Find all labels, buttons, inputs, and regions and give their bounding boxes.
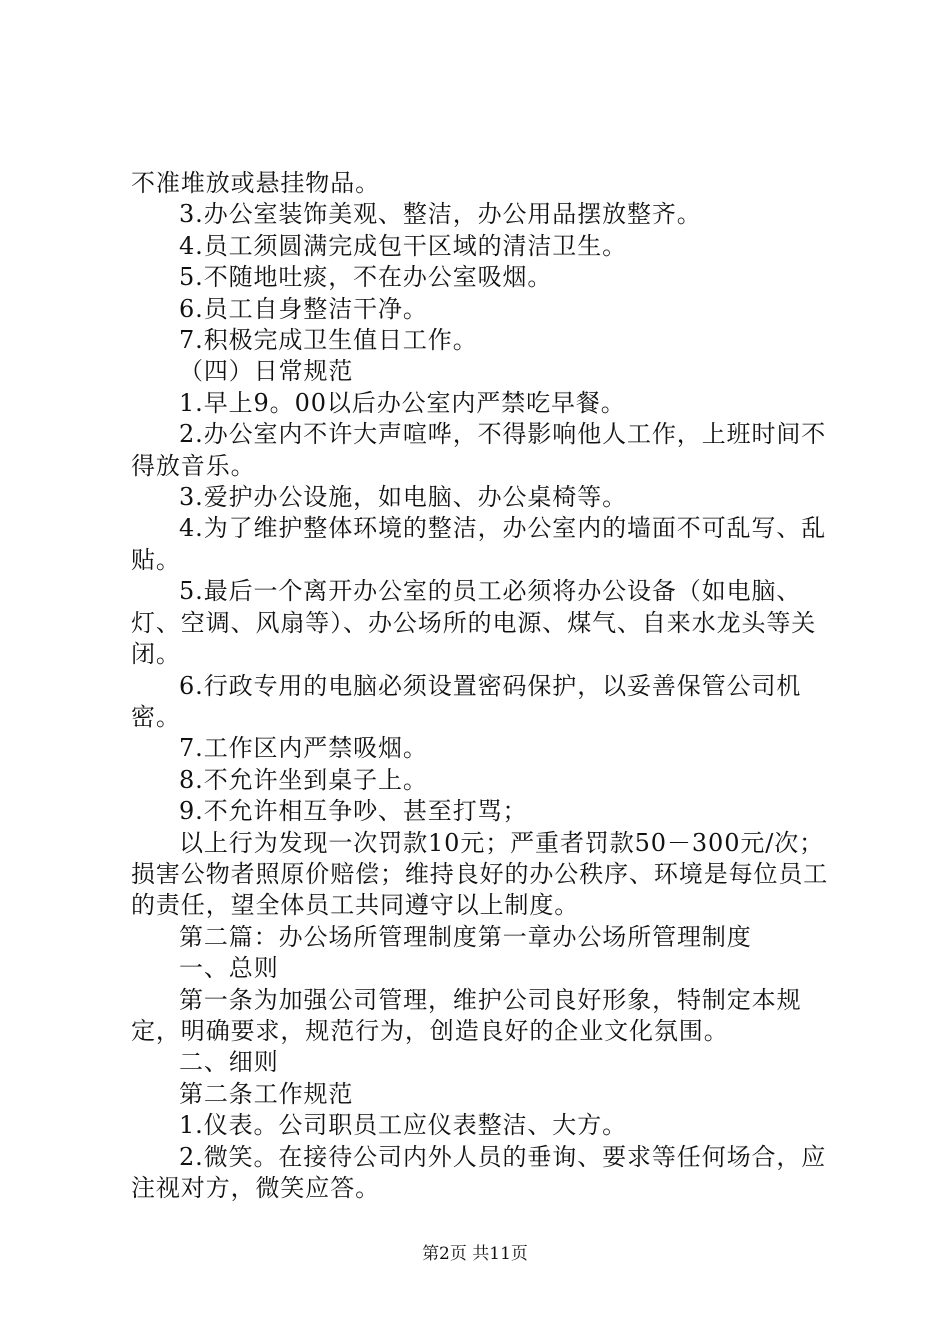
paragraph: 不准堆放或悬挂物品。 (131, 169, 380, 197)
paragraph: 1.仪表。公司职员工应仪表整洁、大方。 (179, 1111, 627, 1140)
paragraph: 3.办公室装饰美观、整洁，办公用品摆放整齐。 (179, 200, 702, 229)
paragraph: 4.员工须圆满完成包干区域的清洁卫生。 (179, 231, 627, 260)
page-footer: 第2页 共11页 (422, 1244, 528, 1264)
paragraph: 2.微笑。在接待公司内外人员的垂询、要求等任何场合，应注视对方，微笑应答。 (131, 1142, 827, 1202)
paragraph: （四）日常规范 (179, 357, 354, 386)
paragraph: 8.不允许坐到桌子上。 (179, 765, 428, 794)
paragraph: 9.不允许相互争吵、甚至打骂； (179, 797, 528, 826)
paragraph: 以上行为发现一次罚款10元；严重者罚款50－300元/次；损害公物者照原价赔偿；维持良好的办公秩序、环境是每位员工的责任，望全体员工共同遵守以上制度。 (131, 828, 829, 920)
paragraph: 2.办公室内不许大声喧哗，不得影响他人工作，上班时间不得放音乐。 (131, 420, 827, 480)
paragraph: 4.为了维护整体环境的整洁，办公室内的墙面不可乱写、乱贴。 (131, 514, 827, 574)
paragraph: 7.积极完成卫生值日工作。 (179, 326, 478, 355)
paragraph: 1.早上9。00以后办公室内严禁吃早餐。 (179, 388, 626, 417)
paragraph: 5.不随地吐痰，不在办公室吸烟。 (179, 263, 553, 292)
paragraph: 二、细则 (179, 1048, 279, 1077)
paragraph: 6.行政专用的电脑必须设置密码保护，以妥善保管公司机密。 (131, 671, 802, 731)
paragraph: 5.最后一个离开办公室的员工必须将办公设备（如电脑、灯、空调、风扇等）、办公场所的电源、煤气、自来水龙头等关闭。 (131, 577, 817, 669)
paragraph: 一、总则 (179, 954, 279, 983)
paragraph: 第一条为加强公司管理，维护公司良好形象，特制定本规定，明确要求，规范行为，创造良好的企业文化氛围。 (131, 985, 802, 1045)
paragraph: 6.员工自身整洁干净。 (179, 294, 428, 323)
paragraph: 第二条工作规范 (179, 1079, 354, 1108)
paragraph: 7.工作区内严禁吸烟。 (179, 734, 428, 763)
paragraph: 第二篇：办公场所管理制度第一章办公场所管理制度 (179, 922, 752, 951)
paragraph: 3.爱护办公设施，如电脑、办公桌椅等。 (179, 483, 627, 512)
document-body (131, 168, 841, 1204)
